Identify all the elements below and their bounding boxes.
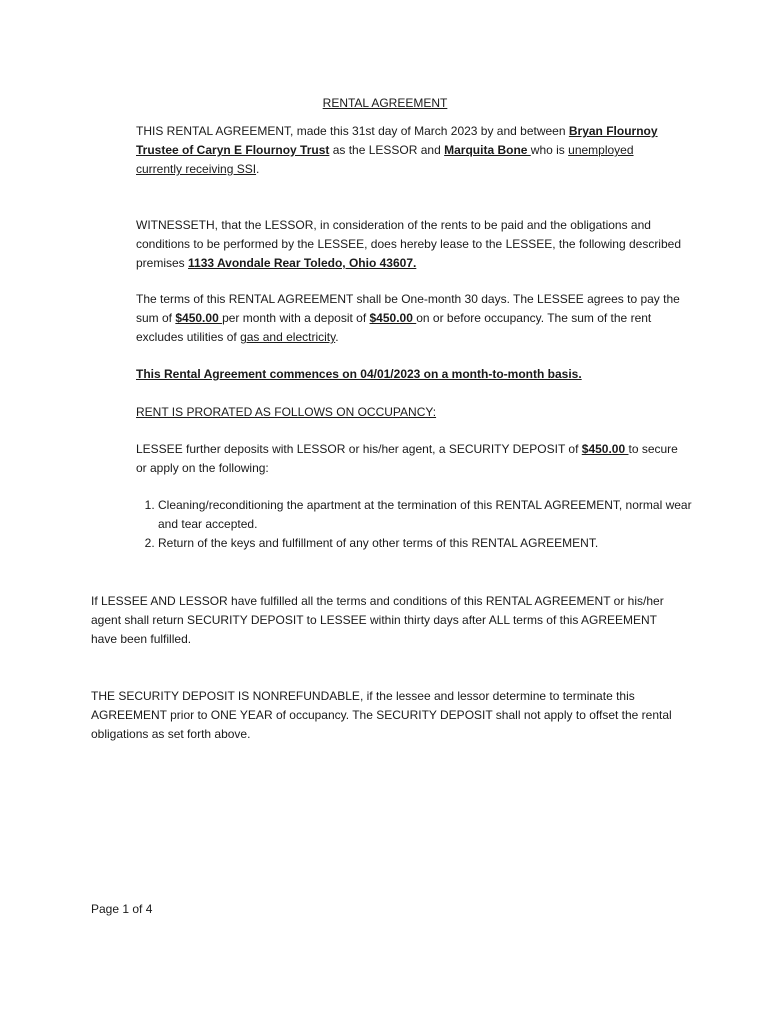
lessee-status: unemployed currently receiving SSI (136, 143, 634, 176)
fulfilled-paragraph: If LESSEE AND LESSOR have fulfilled all the terms and conditions of this RENTAL AGREEMENT or his/her agent shall return SECURITY DEPOSIT to LESSEE within thirty days after ALL terms of this AGREEMENT have been fulfilled. (91, 594, 664, 646)
intro-paragraph (136, 122, 681, 179)
document-title: RENTAL AGREEMENT (322, 96, 448, 110)
terms-paragraph (136, 290, 681, 347)
rent-amount: $450.00 (175, 311, 223, 325)
deposit-amount: $450.00 (369, 311, 417, 325)
security-text: to secure or apply on the following: (136, 442, 678, 475)
prorated-heading: RENT IS PRORATED AS FOLLOWS ON OCCUPANCY: (136, 405, 437, 419)
witnesseth-text: WITNESSETH, that the LESSOR, in consideration of the rents to be paid and the obligations and conditions to be performed by the LESSEE, does hereby lease to the LESSEE, the following described premises (136, 218, 681, 270)
security-deposit-amount: $450.00 (581, 442, 629, 456)
list-item: 2. Return of the keys and fulfillment of any other terms of this RENTAL AGREEMENT. (158, 534, 698, 553)
lessor-name: Bryan Flournoy Trustee of Caryn E Flournoy Trust (136, 124, 658, 157)
terms-text: on or before occupancy. The sum of the rent excludes utilities of (136, 311, 652, 344)
premises-address: 1133 Avondale Rear Toledo, Ohio 43607. (188, 256, 417, 270)
security-deposit-paragraph (136, 440, 681, 478)
list-item: 1. Cleaning/reconditioning the apartment at the termination of this RENTAL AGREEMENT, normal wear and tear accepted. (158, 496, 698, 534)
lessee-name: Marquita Bone (444, 143, 531, 157)
terms-text: The terms of this RENTAL AGREEMENT shall be One-month 30 days. The LESSEE agrees to pay the sum of (136, 292, 680, 325)
intro-text: . (256, 162, 260, 176)
page-number: Page 1 of 4 (91, 902, 153, 916)
intro-text: THIS RENTAL AGREEMENT, made this 31st day of March 2023 by and between (136, 124, 569, 138)
witnesseth-paragraph (136, 216, 681, 273)
intro-text: who is (530, 143, 569, 157)
security-text: LESSEE further deposits with LESSOR or his/her agent, a SECURITY DEPOSIT of (136, 442, 582, 456)
nonrefundable-paragraph: THE SECURITY DEPOSIT IS NONREFUNDABLE, if the lessee and lessor determine to terminate this AGREEMENT prior to ONE YEAR of occupancy. The SECURITY DEPOSIT shall not apply to offset the rental obligations as set forth above. (91, 689, 672, 741)
intro-text: as the LESSOR and (329, 143, 445, 157)
terms-text: . (335, 330, 339, 344)
terms-text: per month with a deposit of (222, 311, 370, 325)
utilities: gas and electricity (240, 330, 336, 344)
deposit-terms-list (136, 496, 698, 553)
commencement-line: This Rental Agreement commences on 04/01/2023 on a month-to-month basis. (136, 367, 582, 381)
